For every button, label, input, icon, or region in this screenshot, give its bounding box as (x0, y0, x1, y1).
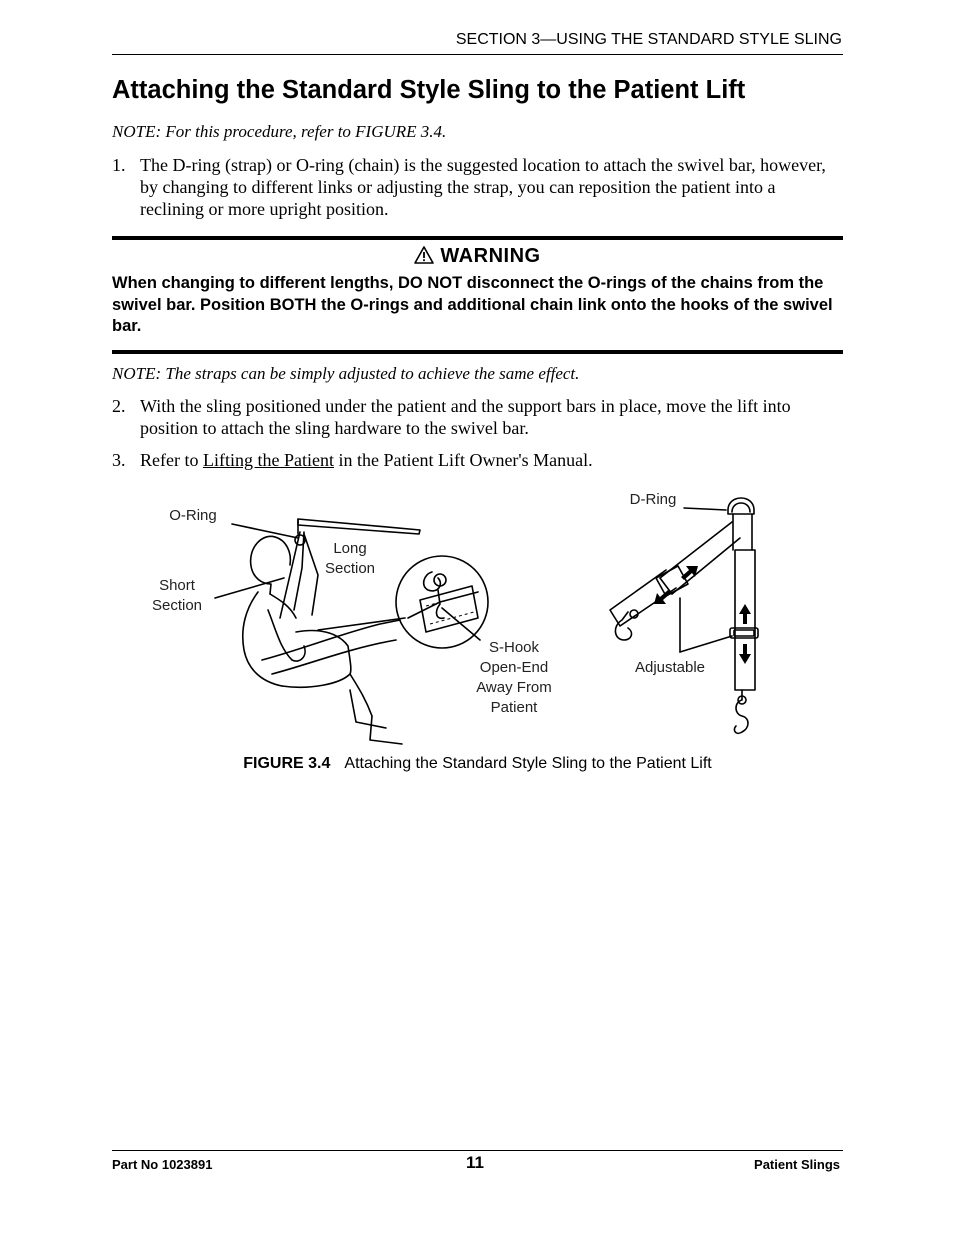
step-1-text: The D-ring (strap) or O-ring (chain) is the suggested location to attach the swivel bar, however, by changing to different links or adjusting the strap, you can reposition the patient into a reclining or more upright position. (140, 155, 826, 219)
warning-text: When changing to different lengths, DO NOT disconnect the O-rings of the chains from the swivel bar. Position BOTH the O-rings and additional chain link onto the hooks of the swivel bar. (112, 274, 833, 335)
note-straps-adjust: NOTE: The straps can be simply adjusted to achieve the same effect. (112, 364, 580, 383)
lifting-the-patient-reference: Lifting the Patient (202, 450, 334, 470)
page-number: 11 (466, 1153, 484, 1172)
label-long-line2: Section (324, 560, 376, 577)
label-long-line1: Long (333, 540, 367, 557)
figure-number: FIGURE 3.4 (243, 755, 331, 772)
label-s-hook-line4: Patient (490, 699, 538, 716)
page-title: Attaching the Standard Style Sling to the Patient Lift (112, 76, 746, 104)
step-3-number: 3. (112, 450, 126, 470)
label-adjustable: Adjustable (634, 659, 706, 676)
label-d-ring: D-Ring (629, 491, 677, 508)
label-o-ring: O-Ring (169, 507, 217, 524)
warning-title-text: WARNING (440, 245, 541, 267)
step-1-number: 1. (112, 155, 126, 175)
label-s-hook-line2: Open-End (479, 659, 549, 676)
step-3-text-pre: Refer to (140, 450, 203, 470)
footer-product-name: Patient Slings (754, 1157, 840, 1172)
step-2-number: 2. (112, 396, 126, 416)
section-header: SECTION 3—USING THE STANDARD STYLE SLING (455, 31, 842, 48)
label-short-section (137, 576, 217, 616)
label-s-hook (464, 638, 564, 718)
footer-part-number: Part No 1023891 (112, 1157, 213, 1172)
step-3-text-post: in the Patient Lift Owner's Manual. (333, 450, 593, 470)
label-s-hook-line1: S-Hook (488, 639, 540, 656)
footer-rule (112, 1150, 843, 1151)
figure-caption (112, 755, 843, 773)
note-refer-figure: NOTE: For this procedure, refer to FIGURE 3.4. (112, 122, 447, 141)
label-short-line2: Section (151, 597, 203, 614)
label-long-section (310, 539, 390, 579)
label-s-hook-line3: Away From (476, 679, 552, 696)
step-2-text: With the sling positioned under the patient and the support bars in place, move the lift into position to attach the sling hardware to the swivel bar. (140, 396, 791, 438)
figure-caption-text: Attaching the Standard Style Sling to the Patient Lift (344, 755, 712, 772)
strap-dring-drawing (610, 498, 758, 733)
label-short-line1: Short (159, 577, 195, 594)
